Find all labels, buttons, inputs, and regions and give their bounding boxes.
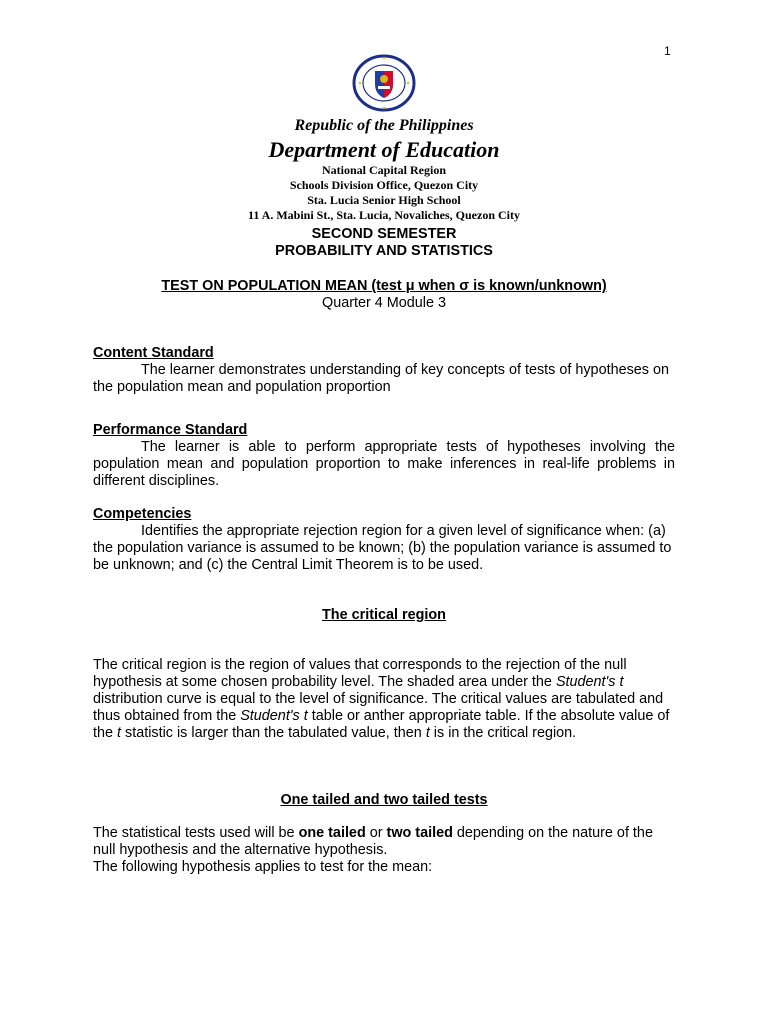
module-title: TEST ON POPULATION MEAN (test μ when σ is known/unknown) [161, 278, 607, 294]
region-line: National Capital Region [321, 163, 446, 177]
deped-seal-logo [348, 54, 420, 112]
school-line: Sta. Lucia Senior High School [307, 193, 461, 207]
division-line: Schools Division Office, Quezon City [289, 178, 479, 192]
tails-hypothesis-line: The following hypothesis applies to test for the mean: [93, 859, 433, 875]
address-line: 11 A. Mabini St., Sta. Lucia, Novaliches, Quezon City [247, 208, 521, 222]
performance-standard-heading: Performance Standard [93, 422, 248, 438]
critical-region-paragraph: The critical region is the region of values that corresponds to the rejection of the null hypothesis at some chosen probability level. The shaded area under the Student's t distribution curve is equal to the level of significance. The critical values are tabulated and thus obtained from the Student's t table or anther appropriate table. If the absolute value of the t statistic is larger than the tabulated value, then t is in the critical region. [93, 657, 670, 741]
tails-heading: One tailed and two tailed tests [280, 792, 488, 808]
module-subtitle: Quarter 4 Module 3 [322, 295, 446, 311]
republic-line: Republic of the Philippines [294, 117, 474, 134]
letterhead [0, 117, 768, 223]
page-number: 1 [664, 44, 671, 58]
competencies-text: Identifies the appropriate rejection region for a given level of significance when: (a) the population variance is assumed to be known; (b) the population variance is assumed to be unknown; and (c) the Central Limit Theorem is to be used. [93, 523, 672, 573]
subject-heading: PROBABILITY AND STATISTICS [275, 243, 493, 259]
content-standard-text: The learner demonstrates understanding of key concepts of tests of hypotheses on the population mean and population proportion [93, 362, 669, 395]
performance-standard-text: The learner is able to perform appropriate tests of hypotheses involving the population mean and population proportion to make inferences in real-life problems in different disciplines. [93, 439, 675, 489]
semester-heading: SECOND SEMESTER [311, 226, 457, 242]
competencies-heading: Competencies [93, 506, 192, 522]
tails-paragraph: The statistical tests used will be one tailed or two tailed depending on the nature of the null hypothesis and the alternative hypothesis. [93, 825, 653, 858]
critical-region-heading: The critical region [322, 607, 446, 623]
content-standard-heading: Content Standard [93, 345, 214, 361]
department-line: Department of Education [268, 137, 500, 162]
